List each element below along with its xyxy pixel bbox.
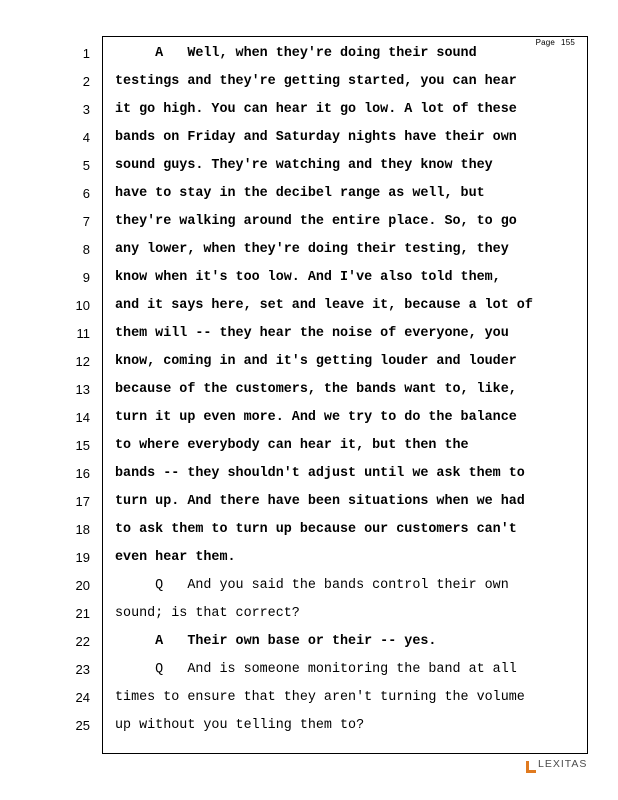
line-number: 12 (75, 354, 90, 369)
line-number: 10 (75, 298, 90, 313)
transcript-line: any lower, when they're doing their testing, they (115, 242, 509, 257)
transcript-line: know when it's too low. And I've also told them, (115, 270, 501, 285)
line-number: 14 (75, 410, 90, 425)
line-number: 18 (75, 522, 90, 537)
transcript-line: they're walking around the entire place. So, to go (115, 214, 517, 229)
lexitas-logo-mark-icon (525, 759, 537, 773)
logo-text: LEXITAS (538, 758, 588, 770)
line-number: 2 (82, 74, 90, 89)
transcript-body (115, 40, 575, 740)
transcript-line: know, coming in and it's getting louder and louder (115, 354, 517, 369)
transcript-line: because of the customers, the bands want to, like, (115, 382, 517, 397)
line-number: 20 (75, 578, 90, 593)
transcript-line: up without you telling them to? (115, 718, 365, 733)
line-number: 5 (82, 158, 90, 173)
transcript-line: A Their own base or their -- yes. (115, 634, 437, 649)
line-number: 3 (82, 102, 90, 117)
transcript-line: even hear them. (115, 550, 236, 565)
line-number-column (0, 40, 102, 740)
transcript-line: it go high. You can hear it go low. A lot of these (115, 102, 517, 117)
page-label-text: Page (535, 38, 556, 47)
transcript-line: bands on Friday and Saturday nights have their own (115, 130, 517, 145)
line-number: 17 (75, 494, 90, 509)
line-number: 13 (75, 382, 90, 397)
transcript-line: testings and they're getting started, you can hear (115, 74, 517, 89)
transcript-line: A Well, when they're doing their sound (115, 46, 477, 61)
lexitas-logo (525, 757, 591, 775)
line-number: 25 (75, 718, 90, 733)
line-number: 22 (75, 634, 90, 649)
transcript-line: to ask them to turn up because our customers can't (115, 522, 517, 537)
transcript-line: times to ensure that they aren't turning the volume (115, 690, 525, 705)
line-number: 23 (75, 662, 90, 677)
line-number: 11 (76, 326, 90, 341)
line-number: 21 (75, 606, 90, 621)
transcript-line: sound guys. They're watching and they know they (115, 158, 493, 173)
line-number: 4 (82, 130, 90, 145)
transcript-line: turn up. And there have been situations when we had (115, 494, 525, 509)
transcript-line: them will -- they hear the noise of everyone, you (115, 326, 509, 341)
line-number: 16 (75, 466, 90, 481)
transcript-line: have to stay in the decibel range as well, but (115, 186, 485, 201)
line-number: 9 (82, 270, 90, 285)
line-number: 15 (75, 438, 90, 453)
line-number: 24 (75, 690, 90, 705)
line-number: 7 (82, 214, 90, 229)
line-number: 19 (75, 550, 90, 565)
line-number: 6 (82, 186, 90, 201)
line-number: 8 (82, 242, 90, 257)
transcript-line: Q And is someone monitoring the band at all (115, 662, 517, 677)
transcript-line: and it says here, set and leave it, because a lot of (115, 298, 533, 313)
transcript-line: to where everybody can hear it, but then the (115, 438, 469, 453)
transcript-line: turn it up even more. And we try to do the balance (115, 410, 517, 425)
transcript-line: Q And you said the bands control their own (115, 578, 509, 593)
transcript-line: bands -- they shouldn't adjust until we ask them to (115, 466, 525, 481)
page-number: 155 (561, 38, 575, 47)
line-number: 1 (82, 46, 90, 61)
transcript-line: sound; is that correct? (115, 606, 300, 621)
